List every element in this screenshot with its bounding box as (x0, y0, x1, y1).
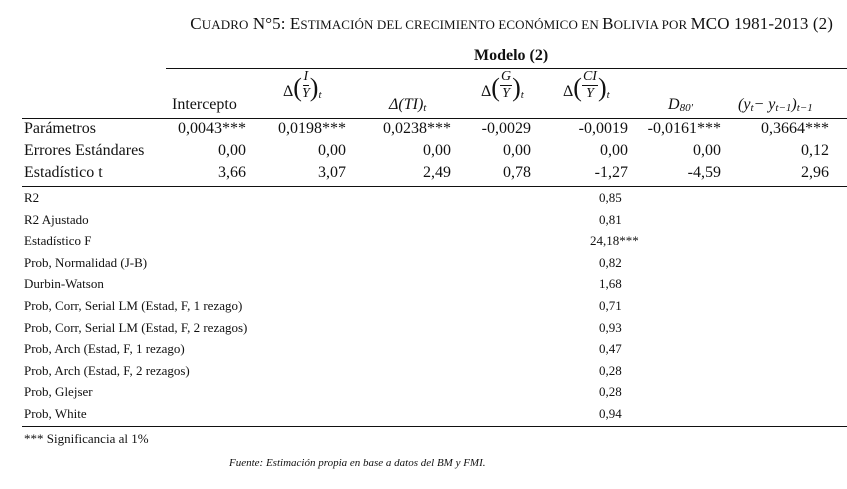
table-cell: 0,3664*** (761, 120, 829, 137)
table-cell: -0,0019 (578, 120, 628, 137)
stat-label: Prob, White (24, 406, 87, 421)
table-cell: 0,0238*** (383, 120, 451, 137)
table-cell: 0,0043*** (178, 120, 246, 137)
table-cell: 0,00 (503, 142, 531, 159)
table-cell: -0,0029 (481, 120, 531, 137)
stat-label: R2 (24, 190, 40, 205)
table-cell: 0,0198*** (278, 120, 346, 137)
table-cell: -1,27 (594, 164, 628, 181)
table-cell: 0,78 (503, 164, 531, 181)
table-cell: 0,00 (423, 142, 451, 159)
row-label: Estadístico t (24, 164, 103, 181)
table-cell: 0,00 (318, 142, 346, 159)
stat-label: Prob, Arch (Estad, F, 2 rezagos) (24, 363, 190, 378)
stat-label: Prob, Normalidad (J-B) (24, 255, 148, 270)
table-cell: 2,49 (423, 164, 451, 181)
table-cell: -4,59 (687, 164, 721, 181)
stat-label: Durbin-Watson (24, 276, 104, 291)
header-delta-g-y: Δ ( $\frac{G}{Y}$ ) t (481, 69, 524, 102)
stat-label: Estadístico F (24, 233, 92, 248)
table-cell: 0,00 (693, 142, 721, 159)
table-cell: 0,12 (801, 142, 829, 159)
stat-label: R2 Ajustado (24, 212, 89, 227)
stat-value: 24,18*** (590, 233, 639, 248)
stat-label: Prob, Arch (Estad, F, 1 rezago) (24, 341, 185, 356)
stat-label: Prob, Corr, Serial LM (Estad, F, 1 rezago) (24, 298, 243, 313)
header-delta-i-y: Δ ( $\frac{I}{Y}$ ) t (283, 69, 322, 102)
stat-label: Prob, Corr, Serial LM (Estad, F, 2 rezagos) (24, 320, 248, 335)
header-intercepto: Intercepto (172, 96, 237, 113)
header-rule (22, 118, 847, 119)
stat-value: 0,94 (599, 406, 622, 421)
bottom-rule (22, 426, 847, 427)
stat-value: 1,68 (599, 276, 622, 291)
stat-value: 0,28 (599, 363, 622, 378)
stat-value: 0,81 (599, 212, 622, 227)
stat-value: 0,47 (599, 341, 622, 356)
row-label: Errores Estándares (24, 142, 145, 159)
body-rule (22, 186, 847, 187)
model-label: Modelo (2) (474, 47, 549, 64)
table-cell: 3,66 (218, 164, 246, 181)
table-title: CUADRO N°5: ESTIMACIÓN DEL CRECIMIENTO ECONÓMICO EN BOLIVIA POR MCO 1981-2013 (2) (190, 14, 833, 33)
table-cell: 0,00 (218, 142, 246, 159)
header-delta-ti: Δ(TI) t (389, 96, 427, 114)
header-delta-ci-y: Δ ( $\frac{CI}{Y}$ ) t (563, 69, 610, 102)
table-cell: 2,96 (801, 164, 829, 181)
stat-value: 0,82 (599, 255, 622, 270)
row-label: Parámetros (24, 120, 96, 137)
stat-value: 0,28 (599, 384, 622, 399)
stat-value: 0,93 (599, 320, 622, 335)
header-lagged-y: (y t − y t−1 ) t−1 (738, 96, 813, 114)
stat-label: Prob, Glejser (24, 384, 93, 399)
stat-value: 0,85 (599, 190, 622, 205)
header-d80: D 80′ (668, 96, 693, 114)
table-cell: -0,0161*** (647, 120, 721, 137)
stat-value: 0,71 (599, 298, 622, 313)
table-cell: 0,00 (600, 142, 628, 159)
source-note: Fuente: Estimación propia en base a datos del BM y FMI. (229, 457, 486, 469)
table-cell: 3,07 (318, 164, 346, 181)
footnote: *** Significancia al 1% (24, 431, 149, 446)
